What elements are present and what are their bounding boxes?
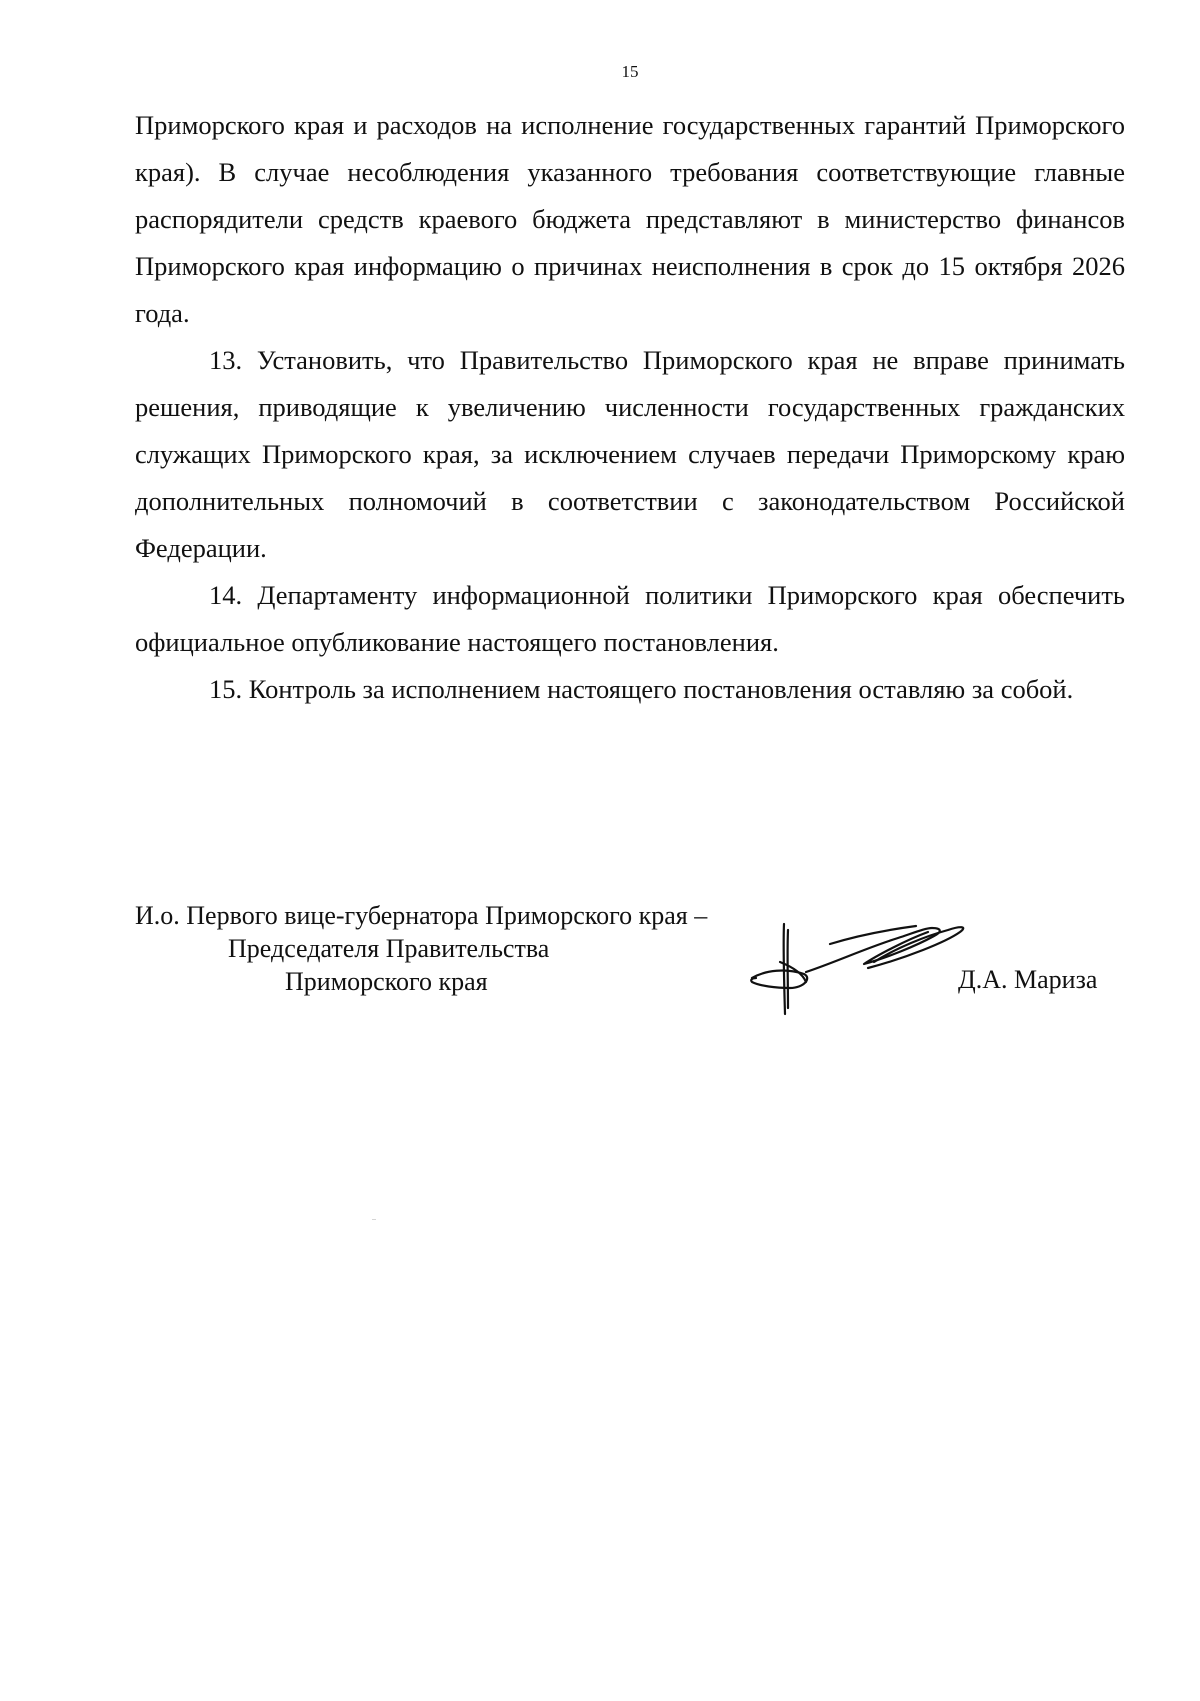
paragraph-budget-guarantees: Приморского края и расходов на исполнение государственных гарантий Приморского края). В случае несоблюдения указанного требования соответствующие главные распорядители средств краевого бюджета представляют в министерство финансов Приморского края информацию о причинах неисполнения в срок до 15 октября 2026 года.	[135, 110, 1125, 328]
signatory-name: Д.А. Мариза	[958, 965, 1098, 994]
paragraph-15: 15. Контроль за исполнением настоящего постановления оставляю за собой.	[209, 674, 1074, 704]
signatory-title-line-3: Приморского края	[285, 967, 488, 996]
scan-speck	[372, 1219, 376, 1220]
document-body	[135, 102, 1125, 713]
paragraph-13: 13. Установить, что Правительство Приморского края не вправе принимать решения, приводящие к увеличению численности государственных гражданских служащих Приморского края, за исключением случаев передачи Приморскому краю дополнительных полномочий в соответствии с законодательством Российской Федерации.	[135, 345, 1125, 563]
handwritten-signature	[746, 918, 976, 1018]
page-number: 15	[621, 62, 639, 81]
paragraph-14: 14. Департаменту информационной политики Приморского края обеспечить официальное опубликование настоящего постановления.	[135, 580, 1125, 657]
signatory-title-line-2: Председателя Правительства	[228, 934, 550, 963]
signatory-title-line-1: И.о. Первого вице-губернатора Приморского края –	[135, 901, 708, 930]
signatory-title	[135, 899, 707, 998]
